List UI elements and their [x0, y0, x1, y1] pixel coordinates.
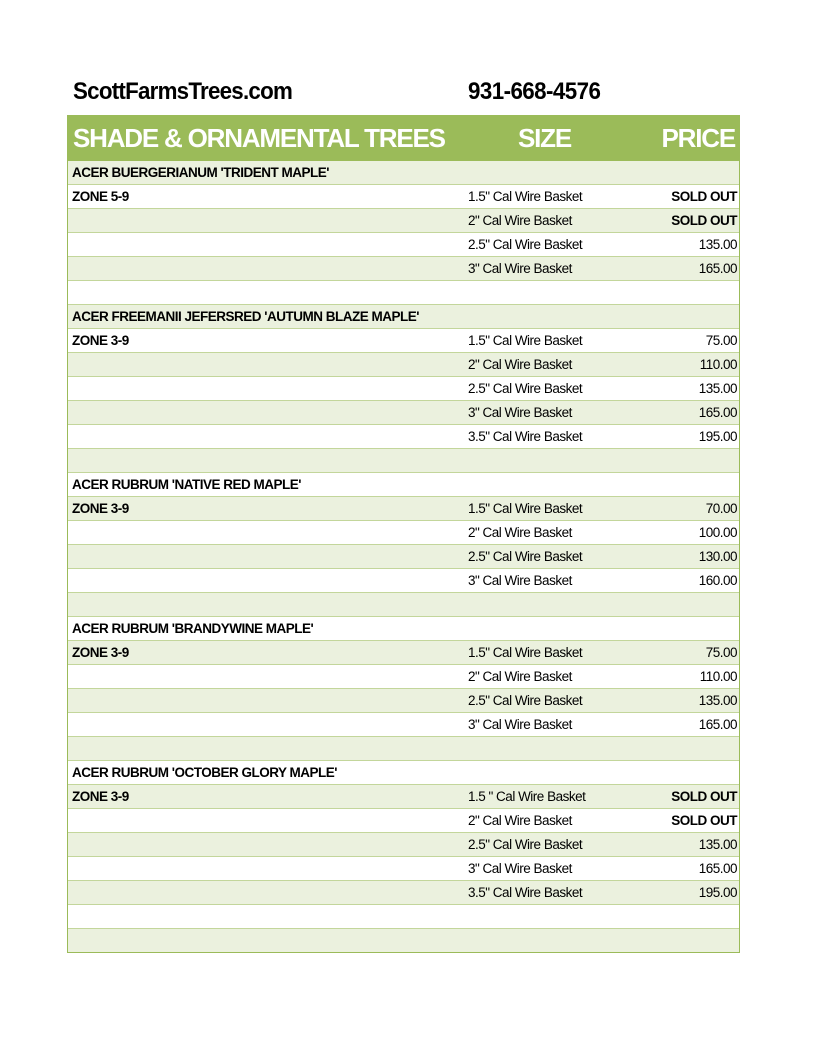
price-cell: SOLD OUT — [671, 189, 737, 204]
tree-name-cell: ACER RUBRUM 'BRANDYWINE MAPLE' — [72, 621, 314, 636]
table-row — [68, 329, 739, 353]
table-row — [68, 881, 739, 905]
column-header-size: SIZE — [518, 123, 571, 153]
table-row — [68, 305, 739, 329]
table-row — [68, 905, 739, 929]
table-row — [68, 929, 739, 952]
price-cell: SOLD OUT — [671, 213, 737, 228]
price-cell: 75.00 — [705, 645, 737, 660]
size-cell: 3" Cal Wire Basket — [468, 861, 572, 876]
tree-name-cell: ACER BUERGERIANUM 'TRIDENT MAPLE' — [72, 165, 329, 180]
price-cell: 110.00 — [699, 357, 737, 372]
table-row — [68, 401, 739, 425]
table-row — [68, 809, 739, 833]
table-row — [68, 281, 739, 305]
size-cell: 2" Cal Wire Basket — [468, 525, 572, 540]
column-header-price: PRICE — [661, 123, 735, 153]
table-row — [68, 785, 739, 809]
price-cell: 130.00 — [698, 549, 737, 564]
size-cell: 3" Cal Wire Basket — [468, 261, 572, 276]
tree-name-cell: ZONE 3-9 — [72, 333, 129, 348]
size-cell: 3.5" Cal Wire Basket — [468, 885, 583, 900]
tree-name-cell: ZONE 3-9 — [72, 645, 129, 660]
table-row — [68, 857, 739, 881]
tree-name-cell: ACER FREEMANII JEFERSRED 'AUTUMN BLAZE MAPLE' — [72, 309, 419, 324]
table-row — [68, 233, 739, 257]
size-cell: 2.5" Cal Wire Basket — [468, 837, 583, 852]
tree-name-cell: ACER RUBRUM 'OCTOBER GLORY MAPLE' — [72, 765, 337, 780]
table-row — [68, 833, 739, 857]
size-cell: 2" Cal Wire Basket — [468, 669, 572, 684]
size-cell: 3" Cal Wire Basket — [468, 405, 572, 420]
table-body — [68, 161, 739, 952]
table-row — [68, 641, 739, 665]
price-cell: 75.00 — [705, 333, 737, 348]
tree-name-cell: ZONE 5-9 — [72, 189, 129, 204]
price-cell: SOLD OUT — [671, 789, 737, 804]
price-cell: 165.00 — [698, 717, 737, 732]
price-cell: 160.00 — [698, 573, 737, 588]
table-row — [68, 161, 739, 185]
price-cell: 135.00 — [698, 237, 737, 252]
price-cell: SOLD OUT — [671, 813, 737, 828]
phone-number: 931-668-4576 — [468, 78, 601, 105]
table-row — [68, 761, 739, 785]
table-row — [68, 473, 739, 497]
price-cell: 165.00 — [698, 405, 737, 420]
size-cell: 2.5" Cal Wire Basket — [468, 381, 583, 396]
table-row — [68, 545, 739, 569]
table-row — [68, 449, 739, 473]
size-cell: 1.5" Cal Wire Basket — [468, 501, 583, 516]
tree-name-cell: ZONE 3-9 — [72, 501, 129, 516]
price-cell: 135.00 — [698, 837, 737, 852]
size-cell: 3.5" Cal Wire Basket — [468, 429, 583, 444]
size-cell: 1.5" Cal Wire Basket — [468, 333, 583, 348]
table-header — [68, 116, 739, 161]
table-row — [68, 713, 739, 737]
table-row — [68, 257, 739, 281]
table-row — [68, 569, 739, 593]
price-cell: 135.00 — [698, 693, 737, 708]
price-cell: 165.00 — [698, 261, 737, 276]
size-cell: 3" Cal Wire Basket — [468, 717, 572, 732]
table-row — [68, 593, 739, 617]
price-cell: 195.00 — [698, 885, 737, 900]
size-cell: 1.5" Cal Wire Basket — [468, 645, 583, 660]
column-header-trees: SHADE & ORNAMENTAL TREES — [73, 123, 445, 153]
price-cell: 70.00 — [705, 501, 737, 516]
price-cell: 195.00 — [698, 429, 737, 444]
size-cell: 1.5" Cal Wire Basket — [468, 189, 583, 204]
table-row — [68, 521, 739, 545]
size-cell: 2.5" Cal Wire Basket — [468, 237, 583, 252]
size-cell: 2" Cal Wire Basket — [468, 813, 572, 828]
table-row — [68, 209, 739, 233]
tree-name-cell: ZONE 3-9 — [72, 789, 129, 804]
table-row — [68, 665, 739, 689]
site-name: ScottFarmsTrees.com — [73, 78, 293, 105]
price-cell: 165.00 — [698, 861, 737, 876]
table-row — [68, 353, 739, 377]
table-row — [68, 185, 739, 209]
size-cell: 2.5" Cal Wire Basket — [468, 693, 583, 708]
size-cell: 3" Cal Wire Basket — [468, 573, 572, 588]
table-row — [68, 617, 739, 641]
size-cell: 2" Cal Wire Basket — [468, 357, 572, 372]
table-row — [68, 377, 739, 401]
price-cell: 135.00 — [698, 381, 737, 396]
size-cell: 2" Cal Wire Basket — [468, 213, 572, 228]
size-cell: 2.5" Cal Wire Basket — [468, 549, 583, 564]
table-row — [68, 737, 739, 761]
tree-name-cell: ACER RUBRUM 'NATIVE RED MAPLE' — [72, 477, 301, 492]
table-row — [68, 689, 739, 713]
price-cell: 110.00 — [699, 669, 737, 684]
price-table — [67, 115, 740, 953]
price-cell: 100.00 — [698, 525, 737, 540]
table-row — [68, 425, 739, 449]
table-row — [68, 497, 739, 521]
size-cell: 1.5 " Cal Wire Basket — [468, 789, 586, 804]
